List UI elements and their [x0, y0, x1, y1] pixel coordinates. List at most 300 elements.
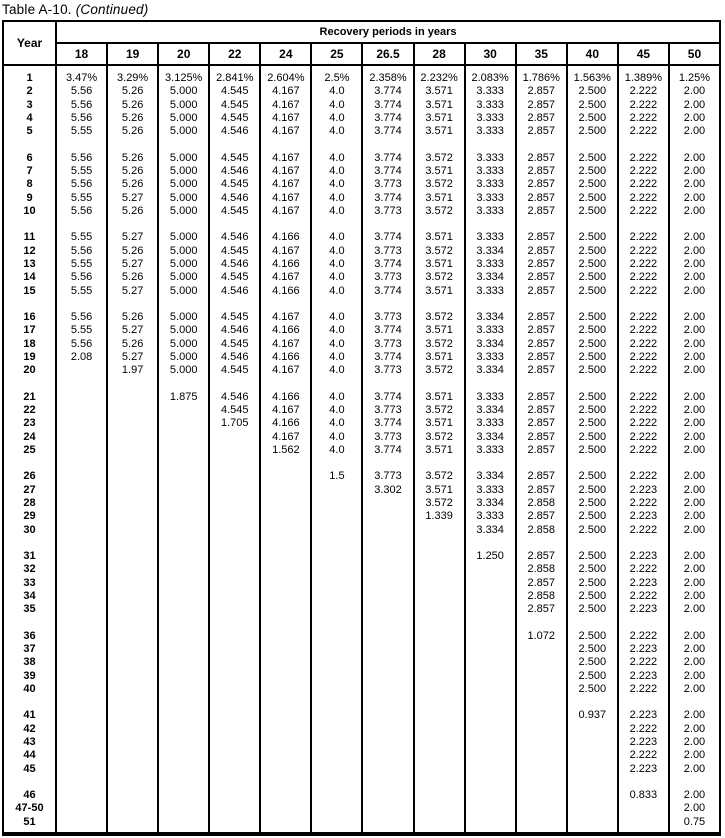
table-cell — [312, 643, 361, 656]
table-cell: 2.857 — [527, 550, 555, 563]
table-cell — [312, 563, 361, 576]
table-cell: 2.5% — [324, 72, 350, 84]
table-cell: 5.000 — [169, 231, 198, 244]
table-cell: 3.571 — [425, 284, 453, 297]
table-cell — [108, 510, 157, 523]
table-cell: 3.333 — [476, 284, 504, 297]
table-cell — [57, 431, 106, 444]
year-label: 40 — [23, 682, 36, 695]
table-cell: 2.00 — [683, 789, 706, 802]
table-cell — [415, 816, 464, 829]
table-cell: 3.334 — [476, 496, 504, 509]
table-cell — [210, 749, 259, 762]
table-cell: 3.571 — [425, 231, 453, 244]
table-cell — [57, 590, 106, 603]
table-cell — [466, 563, 515, 576]
table-cell: 5.000 — [169, 337, 198, 350]
table-cell: 2.00 — [683, 191, 706, 204]
table-cell — [108, 656, 157, 669]
year-label: 5 — [26, 125, 33, 138]
table-cell: 2.500 — [578, 257, 607, 270]
row-group — [159, 709, 208, 775]
table-cell — [466, 763, 515, 776]
table-cell: 4.0 — [329, 178, 345, 191]
table-cell — [568, 763, 617, 776]
table-cell — [57, 550, 106, 563]
table-cell — [210, 524, 259, 537]
table-title-continued: (Continued) — [75, 2, 149, 17]
table-cell: 2.857 — [527, 111, 555, 124]
table-cell: 2.857 — [527, 324, 555, 337]
table-cell — [108, 404, 157, 417]
table-cell: 5.26 — [121, 98, 144, 111]
table-cell: 2.222 — [629, 125, 658, 138]
data-column-26.5 — [363, 66, 414, 832]
table-cell: 3.773 — [374, 337, 402, 350]
year-label: 31 — [23, 550, 36, 563]
table-cell: 2.222 — [629, 98, 658, 111]
year-label: 51 — [23, 815, 36, 828]
table-cell: 2.00 — [683, 749, 706, 762]
table-cell: 2.00 — [683, 244, 706, 257]
row-group — [363, 630, 412, 696]
table-cell: 3.572 — [425, 337, 453, 350]
table-cell — [210, 603, 259, 616]
table-cell: 3.333 — [476, 204, 504, 217]
table-cell — [466, 643, 515, 656]
row-group — [210, 709, 259, 775]
table-cell: 3.774 — [374, 443, 402, 456]
table-cell: 5.27 — [121, 284, 144, 297]
table-cell: 5.000 — [169, 85, 198, 98]
table-cell: 2.222 — [629, 151, 658, 164]
table-cell: 3.773 — [374, 311, 402, 324]
row-group — [108, 391, 157, 457]
table-cell — [312, 736, 361, 749]
table-cell: 3.774 — [374, 390, 402, 403]
table-cell — [108, 577, 157, 590]
year-label: 38 — [23, 656, 36, 669]
row-group — [261, 391, 310, 457]
table-cell: 4.0 — [329, 111, 345, 124]
table-cell: 5.000 — [169, 364, 198, 377]
data-column-50 — [670, 66, 719, 832]
table-cell: 5.000 — [169, 284, 198, 297]
table-cell: 2.222 — [629, 496, 658, 509]
table-cell — [210, 497, 259, 510]
row-group — [568, 311, 617, 377]
table-cell: 5.26 — [121, 85, 144, 98]
table-cell — [312, 709, 361, 722]
table-cell: 4.0 — [329, 337, 345, 350]
table-cell: 2.500 — [578, 204, 607, 217]
table-cell: 5.000 — [169, 311, 198, 324]
table-cell: 2.222 — [629, 470, 658, 483]
table-cell — [363, 550, 412, 563]
table-cell: 2.00 — [683, 603, 706, 616]
table-cell: 2.857 — [527, 244, 555, 257]
table-cell — [568, 802, 617, 815]
table-cell: 2.222 — [629, 337, 658, 350]
row-group — [670, 789, 719, 829]
table-cell: 2.00 — [683, 735, 706, 748]
table-cell: 2.857 — [527, 284, 555, 297]
table-cell — [363, 736, 412, 749]
table-cell: 2.222 — [629, 682, 658, 695]
row-group — [517, 550, 566, 616]
table-cell — [159, 470, 208, 483]
table-cell: 3.572 — [425, 496, 453, 509]
table-cell — [108, 763, 157, 776]
year-label: 32 — [23, 563, 36, 576]
table-cell: 2.500 — [578, 125, 607, 138]
table-cell: 4.545 — [221, 85, 249, 98]
table-cell: 2.00 — [683, 364, 706, 377]
table-cell: 2.00 — [683, 682, 706, 695]
table-cell: 3.773 — [374, 364, 402, 377]
table-cell: 5.56 — [70, 151, 93, 164]
table-cell: 4.0 — [329, 98, 345, 111]
table-cell: 3.773 — [374, 470, 402, 483]
table-cell — [363, 577, 412, 590]
year-label: 23 — [23, 417, 36, 430]
row-group — [619, 630, 668, 696]
table-cell: 5.56 — [70, 271, 93, 284]
table-cell: 2.00 — [683, 257, 706, 270]
table-cell: 2.500 — [578, 550, 607, 563]
row-group — [619, 311, 668, 377]
table-cell — [57, 736, 106, 749]
row-group — [159, 72, 208, 138]
table-cell — [312, 510, 361, 523]
column-header-45: 45 — [619, 44, 670, 64]
table-cell — [57, 524, 106, 537]
table-cell: 2.00 — [683, 656, 706, 669]
table-cell: 2.00 — [683, 802, 706, 815]
table-cell — [517, 709, 566, 722]
table-cell: 4.0 — [329, 430, 345, 443]
year-label: 45 — [23, 762, 36, 775]
table-cell — [517, 763, 566, 776]
table-cell: 4.167 — [272, 244, 300, 257]
year-label: 12 — [23, 244, 36, 257]
row-group — [517, 709, 566, 775]
table-cell: 3.572 — [425, 271, 453, 284]
table-cell — [415, 763, 464, 776]
table-cell: 5.000 — [169, 191, 198, 204]
table-cell — [261, 736, 310, 749]
table-cell: 3.333 — [476, 257, 504, 270]
table-cell: 3.774 — [374, 324, 402, 337]
table-cell — [159, 630, 208, 643]
column-header-30: 30 — [466, 44, 517, 64]
table-cell — [261, 630, 310, 643]
table-cell: 5.26 — [121, 271, 144, 284]
year-label: 24 — [23, 430, 36, 443]
row-group — [159, 550, 208, 616]
table-cell — [568, 723, 617, 736]
table-cell — [619, 816, 668, 829]
depreciation-table — [2, 20, 721, 836]
year-label: 1 — [26, 72, 33, 84]
table-cell — [210, 816, 259, 829]
year-label: 7 — [26, 164, 33, 177]
year-label: 3 — [26, 98, 33, 111]
table-cell: 2.00 — [683, 284, 706, 297]
table-cell — [57, 816, 106, 829]
row-group — [108, 231, 157, 297]
table-cell: 2.223 — [629, 735, 658, 748]
table-cell: 4.167 — [272, 125, 300, 138]
table-cell — [261, 577, 310, 590]
table-cell: 2.223 — [629, 483, 658, 496]
table-cell — [159, 736, 208, 749]
year-label: 22 — [23, 403, 36, 416]
table-cell: 2.223 — [629, 643, 658, 655]
table-cell: 2.500 — [578, 682, 607, 695]
table-cell — [261, 802, 310, 815]
year-label: 27 — [23, 483, 36, 496]
table-cell: 5.26 — [121, 125, 144, 138]
table-cell: 3.572 — [425, 403, 453, 416]
table-cell — [261, 656, 310, 669]
table-cell: 5.000 — [169, 257, 198, 270]
column-header-22: 22 — [210, 44, 261, 64]
table-cell: 4.0 — [329, 271, 345, 284]
table-cell: 4.0 — [329, 350, 345, 363]
table-cell — [568, 749, 617, 762]
table-cell — [517, 656, 566, 669]
year-label: 17 — [23, 324, 36, 337]
table-cell — [108, 630, 157, 643]
table-cell — [57, 391, 106, 404]
table-cell — [57, 749, 106, 762]
table-cell: 3.333 — [476, 85, 504, 98]
table-cell — [466, 630, 515, 643]
row-group — [261, 630, 310, 696]
table-cell — [210, 643, 259, 656]
year-label: 13 — [23, 257, 36, 270]
table-cell: 3.333 — [476, 231, 504, 244]
table-cell: 3.333 — [476, 191, 504, 204]
data-column-20 — [159, 66, 210, 832]
year-label: 47-50 — [15, 802, 44, 815]
table-cell: 2.857 — [527, 191, 555, 204]
table-cell: 4.546 — [221, 350, 249, 363]
table-cell: 3.571 — [425, 164, 453, 177]
table-cell: 2.500 — [578, 603, 607, 616]
table-cell — [415, 630, 464, 643]
table-cell: 4.545 — [221, 151, 249, 164]
year-label: 39 — [23, 669, 36, 682]
table-cell — [159, 656, 208, 669]
table-cell — [159, 577, 208, 590]
table-cell: 5.27 — [121, 257, 144, 270]
table-cell: 2.00 — [683, 111, 706, 124]
table-cell: 2.500 — [578, 244, 607, 257]
table-cell: 5.27 — [121, 324, 144, 337]
table-cell: 2.00 — [683, 483, 706, 496]
table-cell: 2.500 — [578, 643, 607, 655]
table-cell: 2.00 — [683, 204, 706, 217]
year-label: 2 — [26, 85, 33, 98]
table-cell — [363, 590, 412, 603]
row-group — [670, 152, 719, 218]
table-cell: 5.55 — [70, 231, 93, 244]
year-label: 42 — [23, 722, 36, 735]
table-cell: 4.0 — [329, 204, 345, 217]
table-cell: 2.857 — [527, 204, 555, 217]
table-cell: 3.571 — [425, 191, 453, 204]
table-cell: 2.857 — [527, 603, 555, 616]
table-cell — [619, 802, 668, 815]
table-cell: 5.55 — [70, 257, 93, 270]
table-cell — [159, 709, 208, 722]
table-cell: 3.334 — [476, 311, 504, 324]
row-group — [619, 550, 668, 616]
row-group — [619, 231, 668, 297]
table-cell — [312, 816, 361, 829]
row-group — [415, 789, 464, 829]
table-cell: 2.500 — [578, 510, 607, 523]
table-cell: 5.000 — [169, 125, 198, 138]
table-cell — [108, 683, 157, 696]
table-cell: 5.56 — [70, 178, 93, 191]
table-cell: 5.55 — [70, 164, 93, 177]
table-cell: 2.500 — [578, 417, 607, 430]
table-cell — [466, 590, 515, 603]
row-group — [261, 709, 310, 775]
table-cell — [261, 510, 310, 523]
table-cell — [466, 802, 515, 815]
table-cell: 4.166 — [272, 284, 300, 297]
table-cell: 2.500 — [578, 669, 607, 682]
table-cell — [363, 709, 412, 722]
row-group — [517, 311, 566, 377]
table-cell: 4.167 — [272, 204, 300, 217]
table-cell: 4.0 — [329, 244, 345, 257]
row-group — [363, 391, 412, 457]
table-cell: 2.00 — [683, 576, 706, 589]
table-cell — [261, 550, 310, 563]
table-cell — [312, 577, 361, 590]
table-cell — [210, 444, 259, 457]
column-header-40: 40 — [568, 44, 619, 64]
recovery-periods-header-block — [57, 22, 719, 64]
table-cell: 4.0 — [329, 151, 345, 164]
table-cell: 3.571 — [425, 257, 453, 270]
row-group — [57, 72, 106, 138]
table-cell: 2.222 — [629, 563, 658, 576]
year-label: 28 — [23, 496, 36, 509]
year-label: 10 — [23, 204, 36, 217]
table-cell: 2.500 — [578, 576, 607, 589]
year-label: 4 — [26, 111, 33, 124]
table-cell: 4.0 — [329, 311, 345, 324]
table-cell: 3.334 — [476, 364, 504, 377]
table-cell: 3.572 — [425, 470, 453, 483]
table-cell: 2.00 — [683, 589, 706, 602]
table-cell — [159, 763, 208, 776]
table-cell: 2.857 — [527, 125, 555, 138]
table-cell: 2.222 — [629, 244, 658, 257]
table-cell: 2.223 — [629, 510, 658, 523]
table-cell: 3.333 — [476, 125, 504, 138]
column-header-20: 20 — [159, 44, 210, 64]
table-cell: 2.08 — [70, 350, 93, 363]
table-cell: 5.56 — [70, 244, 93, 257]
table-cell: 3.333 — [476, 417, 504, 430]
row-group — [619, 152, 668, 218]
row-group — [415, 231, 464, 297]
table-cell — [568, 736, 617, 749]
row-group — [108, 311, 157, 377]
table-cell: 2.857 — [527, 417, 555, 430]
table-cell — [415, 789, 464, 802]
row-group — [261, 550, 310, 616]
row-group — [415, 311, 464, 377]
table-cell — [312, 789, 361, 802]
row-group — [466, 72, 515, 138]
table-cell: 4.545 — [221, 337, 249, 350]
row-group — [517, 72, 566, 138]
table-cell: 2.00 — [683, 311, 706, 324]
year-label: 37 — [23, 643, 36, 655]
table-cell: 3.773 — [374, 244, 402, 257]
table-cell: 2.857 — [527, 151, 555, 164]
table-cell: 2.500 — [578, 563, 607, 576]
table-cell: 3.333 — [476, 350, 504, 363]
year-label: 14 — [23, 271, 36, 284]
table-cell — [159, 431, 208, 444]
table-cell: 2.857 — [527, 483, 555, 496]
table-cell: 3.572 — [425, 151, 453, 164]
table-cell: 5.26 — [121, 311, 144, 324]
table-cell: 5.27 — [121, 350, 144, 363]
row-group — [363, 789, 412, 829]
table-cell: 2.500 — [578, 364, 607, 377]
table-cell: 3.334 — [476, 403, 504, 416]
year-label: 30 — [23, 523, 36, 536]
table-cell: 5.56 — [70, 98, 93, 111]
table-cell: 2.500 — [578, 390, 607, 403]
table-cell: 2.857 — [527, 271, 555, 284]
table-cell: 2.500 — [578, 98, 607, 111]
row-group — [312, 311, 361, 377]
row-group — [57, 231, 106, 297]
table-cell — [210, 484, 259, 497]
table-cell — [363, 497, 412, 510]
row-group — [670, 550, 719, 616]
table-cell: 3.334 — [476, 470, 504, 483]
table-cell: 3.773 — [374, 204, 402, 217]
row-group — [4, 630, 55, 696]
table-cell — [57, 484, 106, 497]
table-cell: 4.167 — [272, 98, 300, 111]
table-cell: 2.00 — [683, 510, 706, 523]
table-cell — [57, 417, 106, 430]
row-group — [415, 550, 464, 616]
table-cell: 4.546 — [221, 164, 249, 177]
table-cell — [261, 816, 310, 829]
table-cell: 3.302 — [374, 483, 402, 496]
row-group — [4, 231, 55, 297]
table-cell: 2.222 — [629, 178, 658, 191]
row-group — [619, 470, 668, 536]
table-cell: 2.500 — [578, 337, 607, 350]
table-cell: 3.29% — [117, 72, 149, 84]
table-cell: 2.222 — [629, 311, 658, 324]
